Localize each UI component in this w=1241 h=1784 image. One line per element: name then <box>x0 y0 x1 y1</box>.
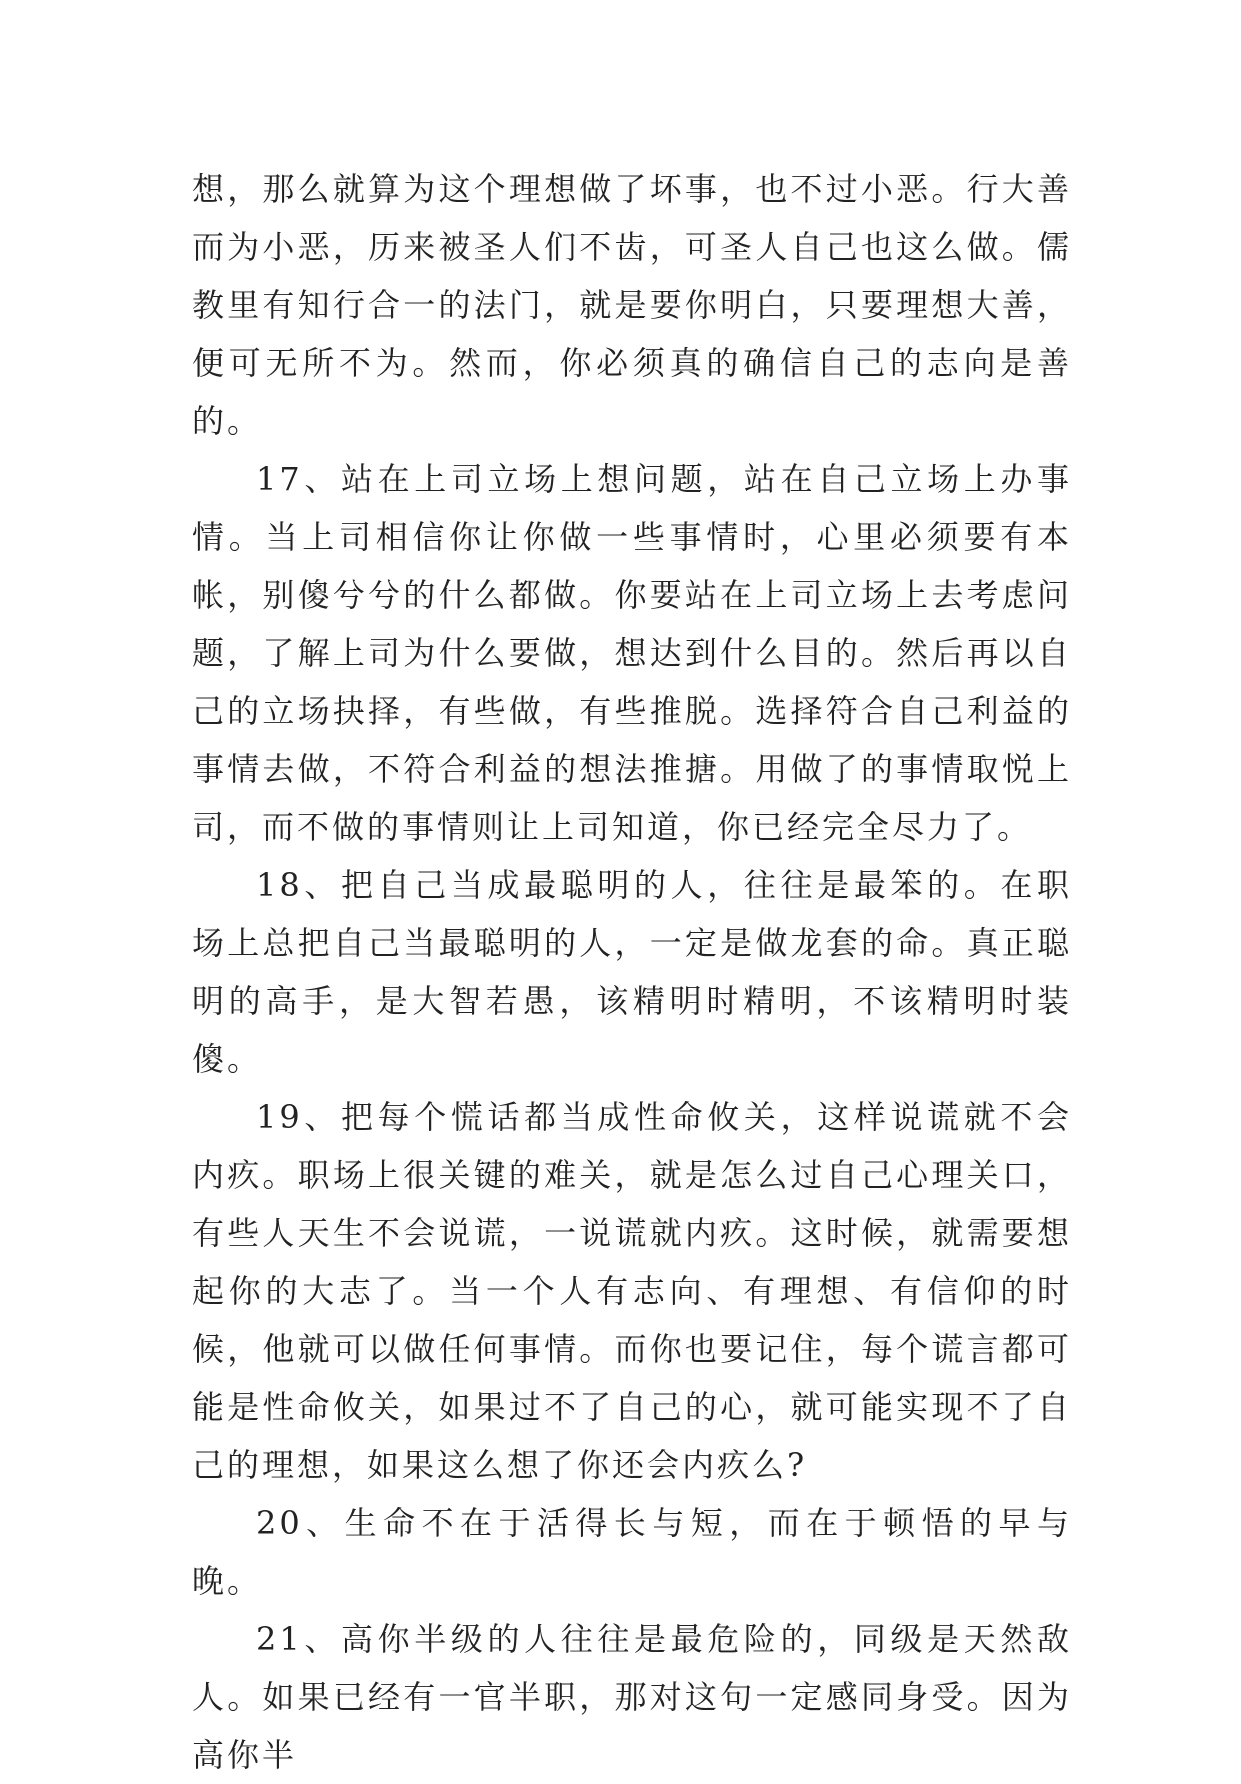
paragraph-21: 21、高你半级的人往往是最危险的，同级是天然敌人。如果已经有一官半职，那对这句一定感同身受。因为高你半 <box>192 1620 1072 1774</box>
paragraph-19: 19、把每个慌话都当成性命攸关，这样说谎就不会内疚。职场上很关键的难关，就是怎么过自己心理关口，有些人天生不会说谎，一说谎就内疚。这时候，就需要想起你的大志了。当一个人有志向、有理想、有信仰的时候，他就可以做任何事情。而你也要记住，每个谎言都可能是性命攸关，如果过不了自己的心，就可能实现不了自己的理想，如果这么想了你还会内疚么? <box>192 1098 1072 1484</box>
document-body <box>192 160 1072 1784</box>
paragraph-20: 20、生命不在于活得长与短，而在于顿悟的早与晚。 <box>192 1504 1072 1600</box>
paragraph-continued: 想，那么就算为这个理想做了坏事，也不过小恶。行大善而为小恶，历来被圣人们不齿，可圣人自己也这么做。儒教里有知行合一的法门，就是要你明白，只要理想大善，便可无所不为。然而，你必须真的确信自己的志向是善的。 <box>192 170 1072 440</box>
paragraph-18: 18、把自己当成最聪明的人，往往是最笨的。在职场上总把自己当最聪明的人，一定是做龙套的命。真正聪明的高手，是大智若愚，该精明时精明，不该精明时装傻。 <box>192 866 1072 1078</box>
paragraph-17: 17、站在上司立场上想问题，站在自己立场上办事情。当上司相信你让你做一些事情时，心里必须要有本帐，别傻兮兮的什么都做。你要站在上司立场上去考虑问题，了解上司为什么要做，想达到什么目的。然后再以自己的立场抉择，有些做，有些推脱。选择符合自己利益的事情去做，不符合利益的想法推搪。用做了的事情取悦上司，而不做的事情则让上司知道，你已经完全尽力了。 <box>192 460 1072 846</box>
